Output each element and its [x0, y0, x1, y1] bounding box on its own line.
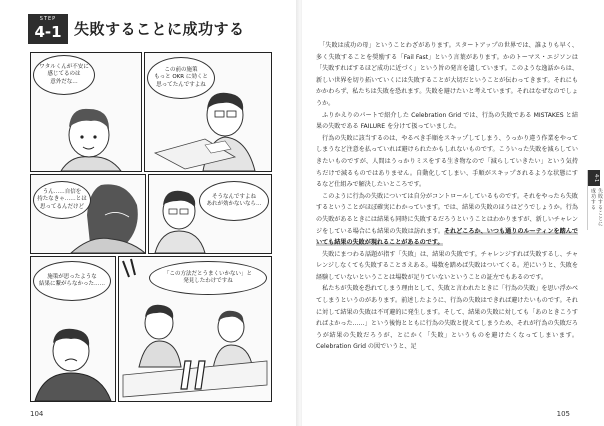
step-badge: [28, 14, 68, 44]
paragraph-text: このように行為の失敗については自分がコントロールしているものです。それをやったら失敗するということがほぼ確実にわかっています。では、結果の失敗のほうはどうでしょうか。行為の失敗があるときには結果も同時に失敗するだろうということはわかりますが、新しいチャレンジをしている場合にも結果の失敗は訪れます。: [316, 192, 578, 235]
page-number-left: 104: [30, 410, 44, 418]
speech-bubble: 「この方法だとうまくいかない」と 発見したわけですね: [149, 261, 267, 295]
speech-bubble: 施策が思ったような 結果に繋がらなかった……: [33, 261, 111, 301]
right-page: [302, 0, 603, 426]
paragraph: 行為の失敗に該当するのは、やるべき手順をスキップしてしまう、うっかり違う作業をやってしまうなど注意を払っていれば避けられたかもしれないものです。こういった失敗を減らしていきたいものですが、人間はうっかりミスをする生き物なので「減らしていきたい」という気持ちだけで減るものではありません。自動化してしまい、手順がスキップされるような状態にするなど仕組みで解決したいところです。: [316, 134, 578, 189]
manga-panel-6: [118, 256, 272, 402]
step-label: STEP: [39, 16, 57, 22]
speech-bubble: この前の施策 もっと OKR に効くと 思ってたんですよね: [147, 57, 215, 99]
manga-panel-5: [30, 256, 116, 402]
paragraph: 「失敗は成功の母」ということわざがあります。スタートアップの世界では、誰よりも早く、多く失敗することを奨励する「Fail Fast」という言葉があります。かのトーマス・エジソンは「失敗すればするほど成功に近づく」という旨の発言を遺しています。このような逸話からは、新しい世界を切り拓いていくには失敗することが大切だということが伝わってきます。それにもかかわらず、私たちは失敗を恐れます。失敗を避けたいと考えています。それはなぜなのでしょうか。: [316, 42, 578, 107]
speech-bubble: ワタルくんが不安に 感じてるのは 意外だな…: [33, 55, 95, 95]
speech-bubble: うん……自信を 持たなきゃ……とは 思ってるんだけど: [33, 181, 91, 219]
manga-panel-2: [144, 52, 272, 172]
chapter-side-tab: [587, 170, 603, 230]
side-tab-title: 失敗することに成功する: [590, 188, 603, 227]
paragraph: ふりかえりのパートで紹介した Celebration Grid では、行為の失敗である MISTAKES と結果の失敗である FAILURE を分けて扱っていました。: [316, 111, 578, 131]
paragraph: 私たちが失敗を恐れてしまう理由として、失敗と言われたときに「行為の失敗」を思い浮かべてしまうというのがあります。前述したように、行為の失敗はできれば避けたいものです。それに対して結果の失敗は不可避的に発生します。そして、結果の失敗に対しても「あのときこうすればよかった……」という後悔とともに行為の失敗と捉えてしまうため、それが行為の失敗だろうが結果の失敗だろうが、とにかく「失敗」というものを避けたくなってしまいます。Celebration Grid の図でいうと、足: [316, 285, 578, 351]
chapter-title: 失敗することに成功する: [74, 20, 245, 38]
left-page: [0, 0, 298, 426]
page-number-right: 105: [556, 410, 570, 418]
speech-bubble: そうなんですよね あれが効かないなら…: [199, 181, 269, 221]
manga-panel-1: [30, 52, 142, 172]
paragraph: 失敗にまつわる話題が指す「失敗」は、結果の失敗です。チャレンジすれば失敗するし、チャレンジしなくても失敗することさえある。場数を踏めば失敗はついてくる。逆にいうと、失敗を経験していないということは場数が足りていないということの証左でもあるのです。: [316, 250, 578, 281]
step-number: 4-1: [34, 23, 62, 41]
paragraph: [316, 191, 578, 249]
manga-panel-3: [30, 174, 146, 254]
emphasized-text: それどころか、いつも通りのルーティンを踏んでいても結果の失敗が現れることがあるのです。: [316, 227, 578, 247]
side-tab-number: 4-1: [588, 170, 600, 186]
manga-panel-4: [148, 174, 272, 254]
body-text: [316, 40, 578, 353]
